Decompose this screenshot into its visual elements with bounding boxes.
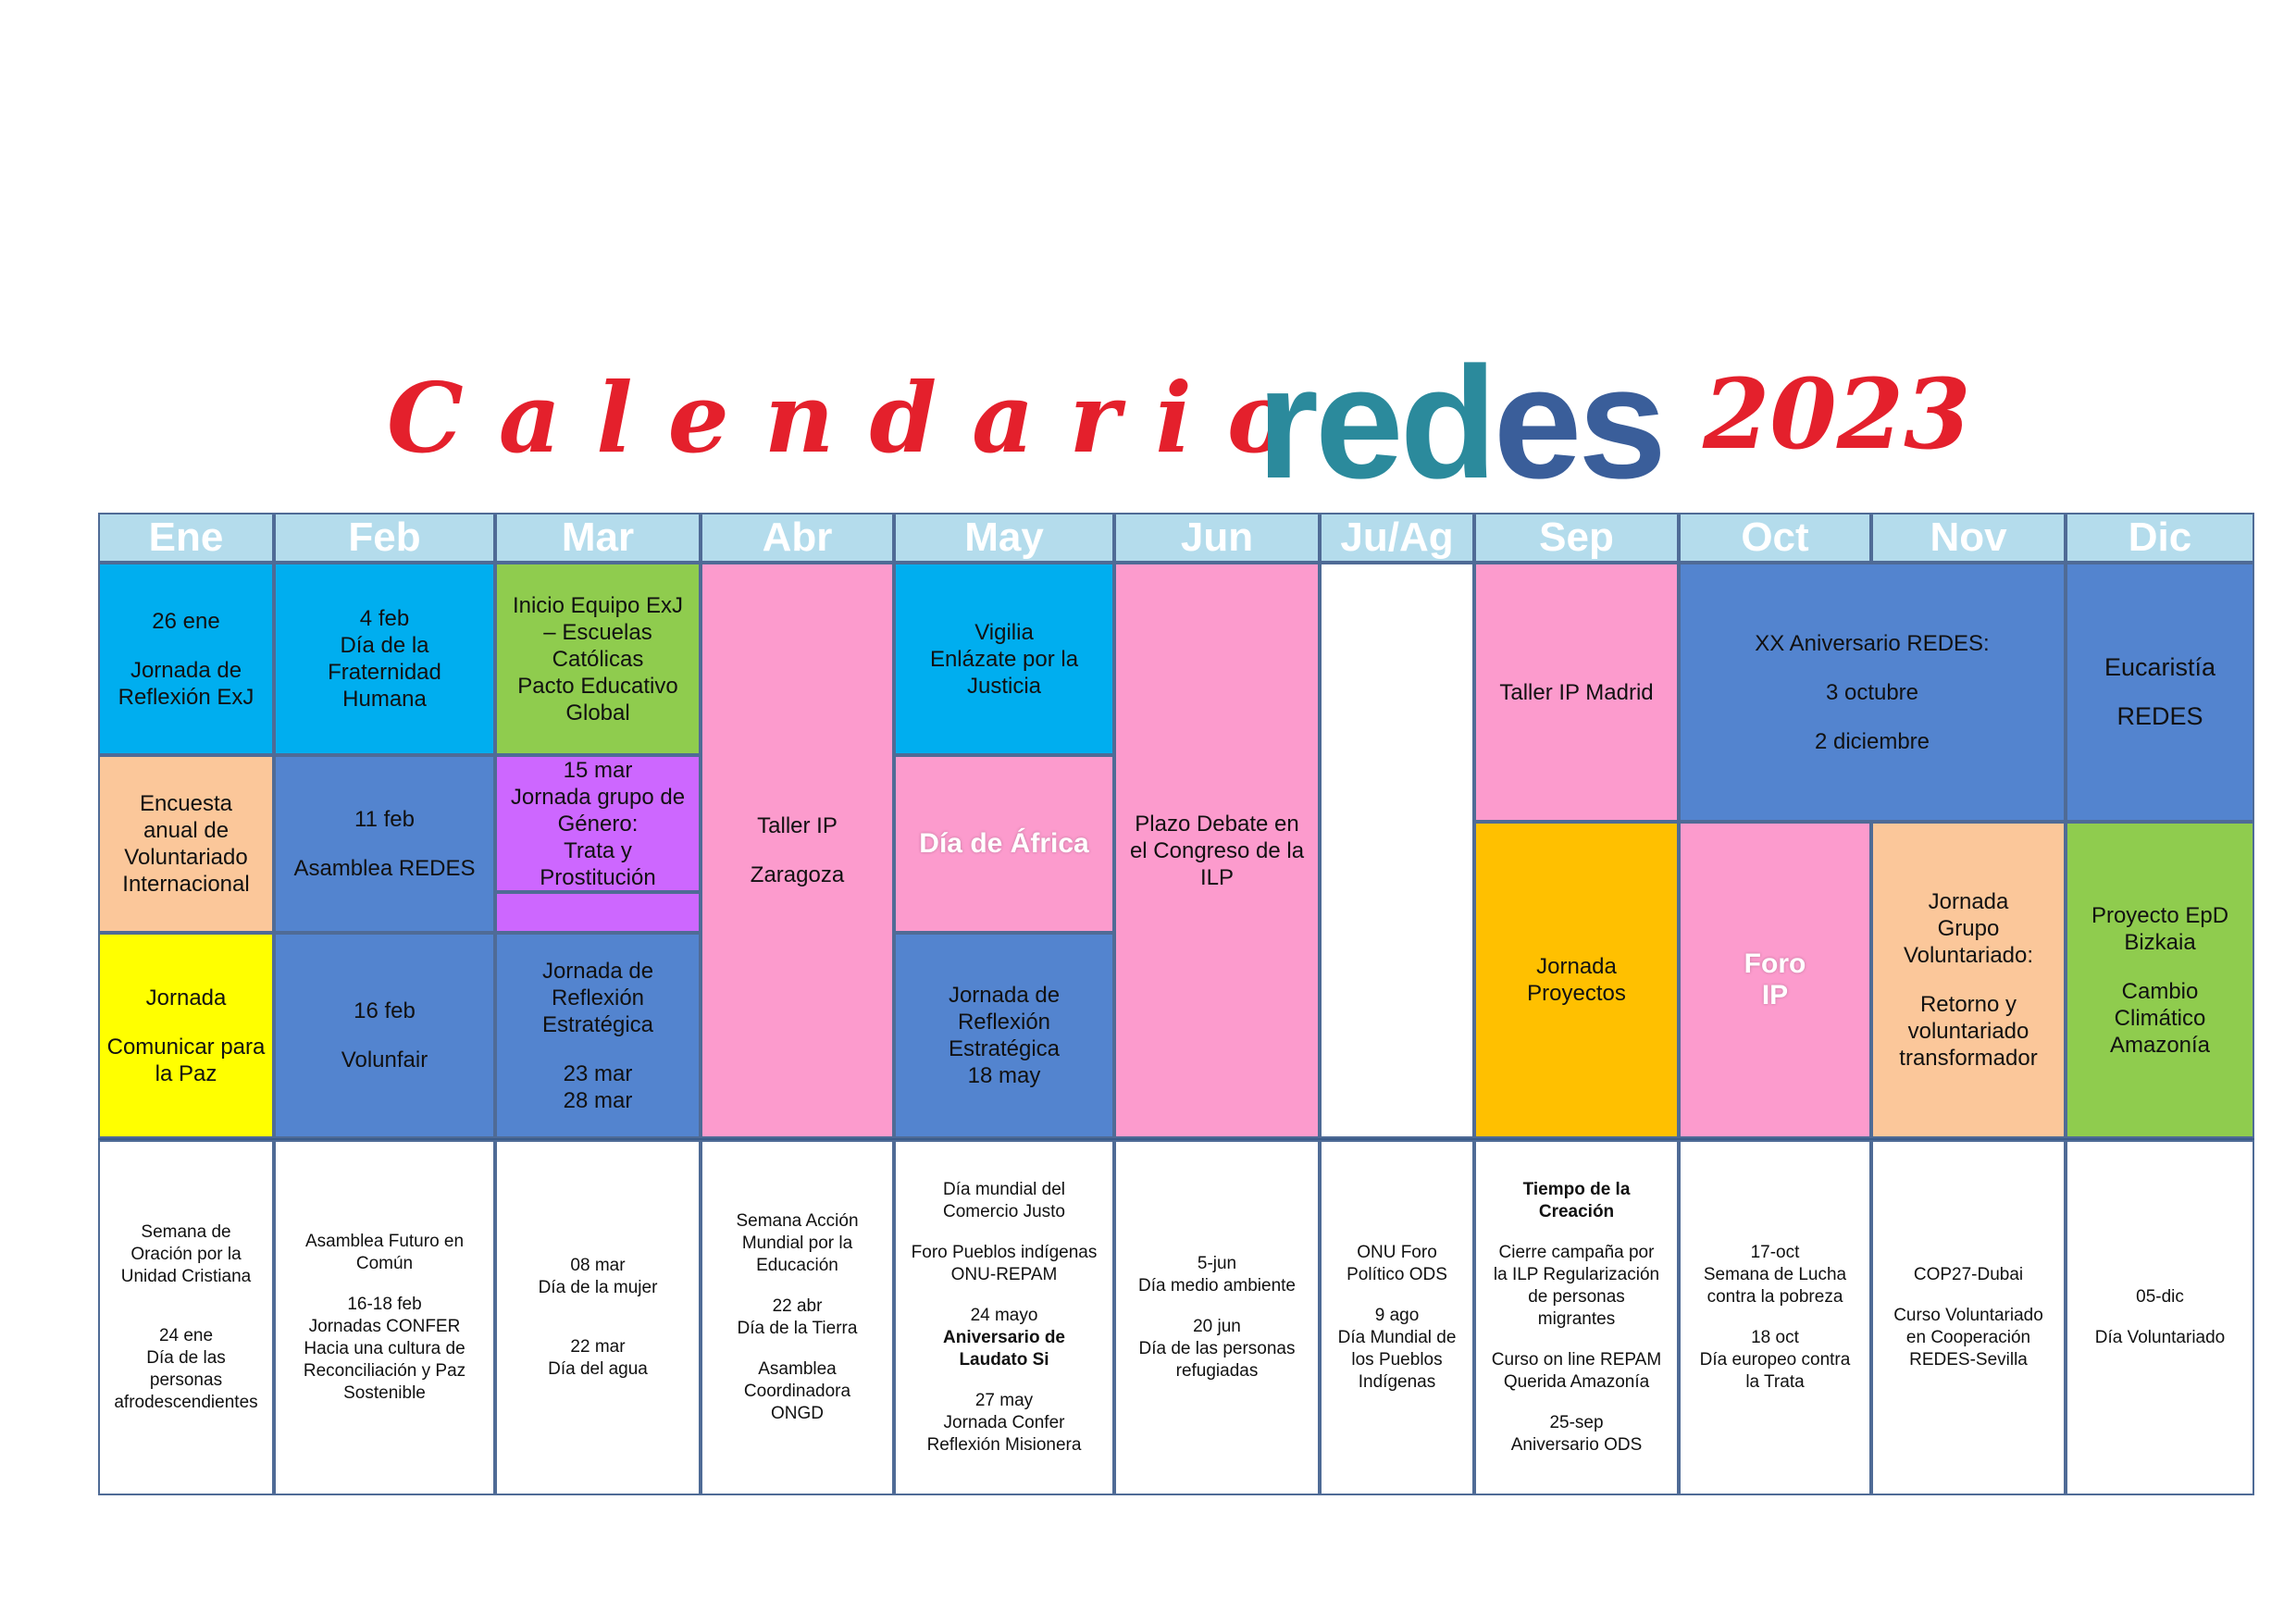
month-header-jun: Jun (1114, 513, 1320, 563)
cell-text-line: Día del agua (548, 1359, 648, 1379)
cell-text-line: Hacia una cultura de (304, 1339, 465, 1358)
cell-text-line: Jornada de (541, 958, 654, 984)
cell-text-line: 22 mar (570, 1337, 626, 1357)
bottom-dic-observances (2066, 1140, 2254, 1495)
cell-text-line: 9 ago (1374, 1306, 1420, 1325)
cell-text-line: Grupo (1937, 916, 2000, 941)
cell-text-line: 16 feb (354, 998, 416, 1023)
cell-text-line: Tiempo de la (1522, 1180, 1631, 1199)
cell-text-line: Proyectos (1527, 981, 1626, 1006)
cell-text-line: Común (355, 1254, 414, 1273)
cell-text-line: Justicia (966, 673, 1042, 699)
cell-text-line: Comunicar para (106, 1034, 266, 1060)
month-header-mar: Mar (495, 513, 701, 563)
cell-text-line: Pacto Educativo (517, 673, 678, 699)
cell-text-line: anual de (143, 818, 230, 843)
cell-text-line: Voluntariado (124, 845, 248, 870)
cell-text-line: 20 jun (1193, 1317, 1241, 1336)
cell-text-line: 17-oct (1750, 1243, 1800, 1262)
event-sep-jornada-proyectos (1474, 822, 1679, 1138)
cell-text-line: Jornada grupo de (510, 784, 686, 810)
cell-text-line: 26 ene (152, 608, 220, 634)
cell-text-line: Eucaristía (2104, 653, 2216, 681)
cell-text-line: 18 oct (1751, 1328, 1799, 1347)
cell-text-line: 27 may (974, 1391, 1034, 1410)
cell-text-line: migrantes (1537, 1309, 1616, 1329)
cell-text-line: Volunfair (341, 1048, 428, 1072)
cell-text-line: personas (149, 1370, 223, 1390)
title-redes-logo: redes (1257, 334, 1663, 512)
month-header-oct: Oct (1679, 513, 1871, 563)
cell-text-line: 22 abr (772, 1296, 823, 1316)
event-feb-asamblea (274, 755, 495, 933)
event-juag-empty (1320, 563, 1474, 1138)
cell-text-line: Taller IP Madrid (1499, 679, 1654, 705)
cell-text-line: la ILP Regularización (1493, 1265, 1660, 1284)
month-header-ene: Ene (98, 513, 274, 563)
event-jun-plazo-debate (1114, 563, 1320, 1138)
cell-text-line: Político ODS (1347, 1265, 1447, 1284)
cell-text-line: Día Voluntariado (2094, 1328, 2226, 1347)
cell-text-line: Día mundial del (942, 1180, 1066, 1199)
cell-text-line: Día de las (146, 1348, 226, 1368)
event-sep-taller-madrid (1474, 563, 1679, 822)
cell-text-line: ILP (1199, 864, 1235, 890)
cell-text-line: Asamblea Futuro en (304, 1232, 465, 1251)
cell-text-line: Reflexión (957, 1010, 1051, 1035)
bottom-juag-observances (1320, 1140, 1474, 1495)
cell-text-line: Día de las personas (1138, 1339, 1296, 1358)
bottom-feb-observances (274, 1140, 495, 1495)
cell-text-line: COP27-Dubai (1913, 1265, 2024, 1284)
cell-text-line: 25-sep (1549, 1413, 1604, 1432)
cell-text-line: Jornada de (130, 657, 242, 683)
event-nov-jornada-voluntariado (1871, 822, 2066, 1138)
cell-text-line: Coordinadora (743, 1382, 851, 1401)
cell-text-line: 5-jun (1197, 1254, 1237, 1273)
cell-text-line: Foro Pueblos indígenas (911, 1243, 1098, 1262)
cell-text-line: Día Mundial de (1337, 1328, 1457, 1347)
cell-text-line: Creación (1538, 1202, 1615, 1221)
cell-text-line: Asamblea REDES (293, 856, 476, 881)
month-header-dic: Dic (2066, 513, 2254, 563)
cell-text-line: 16-18 feb (347, 1295, 422, 1314)
event-dic-eucaristia (2066, 563, 2254, 822)
title-year: 2023 (1703, 357, 1971, 471)
cell-text-line: XX Aniversario REDES: (1755, 630, 1990, 656)
cell-text-line: 23 mar (563, 1060, 633, 1086)
cell-text-line: Humana (342, 687, 427, 712)
cell-text-line: 2 diciembre (1814, 728, 1930, 754)
event-may-dia-africa: Día de África (894, 755, 1114, 933)
cell-text-line: Jornadas CONFER (308, 1317, 461, 1336)
bottom-jun-observances (1114, 1140, 1320, 1495)
event-mar-purple-extra (495, 892, 701, 933)
month-header-ju-ag: Ju/Ag (1320, 513, 1474, 563)
cell-text-line: Estratégica (948, 1036, 1061, 1061)
cell-text-line: Climático (2114, 1005, 2206, 1031)
cell-text-line: Foro (1744, 948, 1806, 979)
cell-text-line: la Paz (155, 1060, 217, 1086)
cell-text-line: 3 octubre (1825, 679, 1919, 705)
month-header-feb: Feb (274, 513, 495, 563)
cell-text-line: Unidad Cristiana (120, 1267, 252, 1286)
bottom-mar-observances (495, 1140, 701, 1495)
cell-text-line: Aniversario de (943, 1328, 1065, 1347)
cell-text-line: Sostenible (343, 1383, 426, 1403)
cell-text-line: Reflexión (551, 985, 645, 1010)
cell-text-line: 24 ene (158, 1326, 214, 1345)
cell-text-line: Asamblea (758, 1359, 837, 1379)
cell-text-line: refugiadas (1175, 1361, 1259, 1381)
cell-text-line: Semana de (141, 1222, 231, 1242)
cell-text-line: Jornada (1928, 889, 2009, 914)
cell-text-line: Educación (756, 1256, 838, 1275)
event-aniversario-redes (1679, 563, 2066, 822)
bottom-sep-observances (1474, 1140, 1679, 1495)
calendar-grid (98, 513, 2254, 1495)
event-mar-equipo-exj (495, 563, 701, 755)
event-mar-reflexion (495, 933, 701, 1138)
cell-text-line: Enlázate por la (929, 646, 1079, 672)
cell-text-line: 18 may (967, 1063, 1041, 1088)
cell-text-line: Oración por la (130, 1245, 242, 1264)
cell-text-line: 24 mayo (970, 1306, 1038, 1325)
cell-text-line: Estratégica (541, 1011, 654, 1037)
event-mar-genero (495, 755, 701, 892)
event-abr-taller-ip (701, 563, 894, 1138)
cell-text-line: 05-dic (2136, 1287, 2184, 1307)
cell-text-line: afrodescendientes (114, 1393, 258, 1412)
cell-text-line: Curso Voluntariado (1893, 1306, 2043, 1325)
cell-text-line: 08 mar (570, 1256, 626, 1275)
cell-text-line: Jornada (1536, 954, 1617, 979)
cell-text-line: Semana de Lucha (1703, 1265, 1847, 1284)
event-dic-proyecto-epd (2066, 822, 2254, 1138)
cell-text-line: Amazonía (2109, 1032, 2211, 1058)
cell-text-line: 11 feb (354, 807, 415, 832)
cell-text-line: Cambio (2121, 978, 2199, 1004)
cell-text-line: Trata y (564, 837, 632, 863)
cell-text-line: ONU Foro (1357, 1243, 1437, 1262)
cell-text-line: Día de la (340, 633, 429, 658)
cell-text-line: la Trata (1745, 1372, 1805, 1392)
cell-text-line: IP (1761, 980, 1789, 1010)
cell-text-line: 28 mar (563, 1087, 633, 1113)
bottom-oct-observances (1679, 1140, 1871, 1495)
event-feb-fraternidad (274, 563, 495, 755)
cell-text-line: Jornada Confer (943, 1413, 1065, 1432)
cell-text-line: – Escuelas (543, 619, 652, 645)
cell-text-line: Cierre campaña por (1498, 1243, 1655, 1262)
cell-text-line: Global (565, 700, 630, 725)
cell-text-line: Prostitución (540, 864, 656, 890)
cell-text-line: los Pueblos (1351, 1350, 1443, 1370)
cell-text-line: Comercio Justo (943, 1202, 1065, 1221)
cell-text-line: Día europeo contra (1699, 1350, 1851, 1370)
cell-text-line: voluntariado (1907, 1019, 2029, 1044)
cell-text-line: Jornada de (948, 983, 1061, 1008)
month-header-sep: Sep (1474, 513, 1679, 563)
cell-text-line: Fraternidad (328, 660, 441, 685)
cell-text-line: Día de la mujer (538, 1278, 658, 1297)
cell-text-line: Reflexión Misionera (926, 1435, 1082, 1455)
bottom-nov-observances (1871, 1140, 2066, 1495)
cell-text-line: REDES-Sevilla (1909, 1350, 2028, 1370)
cell-text-line: Internacional (122, 872, 250, 897)
title-calendario: Calendario (387, 361, 1327, 475)
bottom-ene-observances (98, 1140, 274, 1495)
cell-text-line: Semana Acción (736, 1211, 859, 1231)
calendar-title (0, 334, 2296, 512)
event-ene-comunicar-paz (98, 933, 274, 1138)
event-oct-foro-ip (1679, 822, 1871, 1138)
cell-text-line: Plazo Debate en (1135, 811, 1299, 837)
cell-text-line: Mundial por la (741, 1233, 853, 1253)
cell-text-line: en Cooperación (1905, 1328, 2031, 1347)
cell-text-line: Curso on line REPAM (1491, 1350, 1662, 1370)
cell-text-line: 4 feb (359, 606, 410, 631)
month-header-nov: Nov (1871, 513, 2066, 563)
cell-text-line: contra la pobreza (1706, 1287, 1843, 1307)
month-header-may: May (894, 513, 1114, 563)
cell-text-line: Retorno y (1919, 992, 2017, 1017)
cell-text-line: Inicio Equipo ExJ (512, 592, 684, 618)
cell-text-line: Vigilia (974, 619, 1034, 645)
event-ene-encuesta (98, 755, 274, 933)
cell-text-line: Laudato Si (959, 1350, 1049, 1370)
cell-text-line: Bizkaia (2124, 929, 2196, 955)
cell-text-line: Voluntariado: (1903, 943, 2034, 968)
cell-text-line: Jornada (145, 985, 227, 1010)
cell-text-line: Aniversario ODS (1510, 1435, 1643, 1455)
cell-text-line: Católicas (552, 646, 644, 672)
event-feb-volunfair (274, 933, 495, 1138)
cell-text-line: Taller IP (757, 813, 838, 838)
cell-text-line: Querida Amazonía (1503, 1372, 1650, 1392)
event-may-vigilia (894, 563, 1114, 755)
cell-text-line: Encuesta (139, 791, 233, 816)
event-may-reflexion (894, 933, 1114, 1138)
bottom-abr-observances (701, 1140, 894, 1495)
cell-text-line: Género: (557, 811, 639, 837)
cell-text-line: ONU-REPAM (950, 1265, 1058, 1284)
cell-text-line: Proyecto EpD (2091, 902, 2229, 928)
cell-text-line: Indígenas (1358, 1372, 1436, 1392)
cell-text-line: transformador (1899, 1046, 2038, 1071)
cell-text-line: ONGD (771, 1404, 824, 1423)
event-ene-jornada-reflexion (98, 563, 274, 755)
cell-text-line: Reflexión ExJ (118, 684, 254, 710)
cell-text-line: Día medio ambiente (1137, 1276, 1297, 1295)
cell-text-line: 15 mar (563, 757, 633, 783)
bottom-may-observances (894, 1140, 1114, 1495)
cell-text-line: REDES (2116, 702, 2203, 730)
cell-text-line: Día de la Tierra (737, 1319, 858, 1338)
month-header-abr: Abr (701, 513, 894, 563)
cell-text-line: Reconciliación y Paz (303, 1361, 466, 1381)
cell-text-line: el Congreso de la (1129, 837, 1305, 863)
cell-text-line: de personas (1528, 1287, 1625, 1307)
cell-text-line: Zaragoza (750, 862, 845, 887)
